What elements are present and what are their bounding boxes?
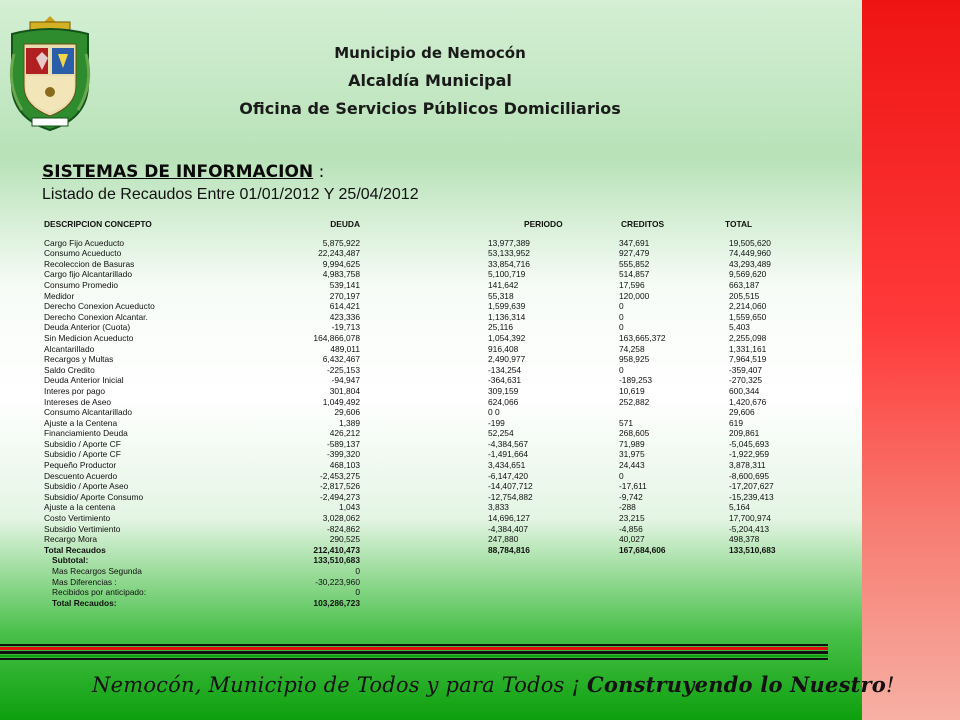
row-credits: 0: [619, 470, 624, 481]
summary-label: Mas Recargos Segunda: [52, 566, 142, 576]
row-total: 74,449,960: [729, 248, 771, 259]
row-period: 14,696,127: [488, 513, 530, 524]
row-concept: Derecho Conexion Alcantar.: [44, 311, 148, 322]
row-total: 498,378: [729, 534, 760, 545]
row-total: -5,204,413: [729, 523, 770, 534]
summary-label: Subtotal:: [52, 555, 89, 566]
row-credits: 927,479: [619, 248, 650, 259]
row-total: -1,922,959: [729, 449, 770, 460]
row-total: -15,239,413: [729, 491, 774, 502]
row-debt: 468,103: [329, 460, 360, 471]
section-heading: [42, 162, 324, 182]
row-period: -134,254: [488, 364, 522, 375]
row-credits: 268,605: [619, 428, 650, 439]
row-concept: Intereses de Aseo: [44, 396, 112, 407]
summary-value: 133,510,683: [313, 555, 360, 566]
row-concept: Subsidio / Aporte CF: [44, 438, 121, 449]
row-debt: 3,028,062: [322, 513, 360, 524]
row-total: -17,207,627: [729, 481, 774, 492]
row-debt: 301,804: [329, 385, 360, 396]
divider-red: [0, 647, 828, 650]
row-total: 619: [729, 417, 743, 428]
summary-value: 0: [355, 587, 360, 598]
row-period: 624,066: [488, 396, 519, 407]
row-total: 29,606: [729, 407, 755, 418]
row-debt: 1,389: [339, 417, 360, 428]
row-period: 5,100,719: [488, 269, 526, 280]
divider-mid: [0, 651, 828, 654]
row-concept: Recoleccion de Basuras: [44, 258, 135, 269]
row-period: -14,407,712: [488, 481, 533, 492]
summary-label: Mas Diferencias :: [52, 576, 117, 587]
row-concept: Saldo Credito: [44, 364, 95, 375]
report-subtitle: Listado de Recaudos Entre 01/01/2012 Y 25/04/2012: [42, 186, 419, 203]
row-concept: Cargo Fijo Acueducto: [44, 237, 125, 248]
row-debt: 1,043: [339, 502, 360, 513]
row-total: 3,878,311: [729, 460, 766, 471]
row-concept: Consumo Promedio: [44, 279, 119, 290]
row-total: 1,331,161: [729, 343, 767, 354]
row-credits: -9,742: [619, 491, 643, 502]
row-credits: 0: [619, 301, 624, 312]
row-concept: Derecho Conexion Acueducto: [44, 301, 155, 312]
row-concept: Cargo fijo Alcantarillado: [44, 269, 132, 280]
row-total: 1,559,650: [729, 311, 767, 322]
row-credits: 252,882: [619, 396, 650, 407]
row-total: -5,045,693: [729, 438, 770, 449]
row-credits: 10,619: [619, 385, 645, 396]
row-concept: Sin Medicion Acueducto: [44, 332, 134, 343]
row-credits: -288: [619, 502, 636, 513]
row-total: 19,505,620: [729, 237, 771, 248]
row-debt: 489,011: [330, 343, 360, 354]
row-period: 53,133,952: [488, 248, 530, 259]
row-debt: -225,153: [326, 364, 360, 375]
row-debt: 270,197: [329, 290, 360, 301]
row-period: 13,977,389: [488, 237, 530, 248]
row-concept: Subsidio/ Aporte Consumo: [44, 491, 144, 502]
row-concept: Medidor: [44, 290, 75, 301]
total-credits: 167,684,606: [619, 544, 666, 555]
divider-bottom: [0, 658, 828, 660]
row-debt: -399,320: [326, 449, 360, 460]
row-debt: 29,606: [334, 407, 360, 418]
summary-label: Recibidos por anticipado:: [52, 587, 147, 598]
row-debt: 22,243,487: [318, 248, 360, 259]
row-concept: Alcantarillado: [44, 343, 95, 354]
row-total: 17,700,974: [729, 513, 771, 524]
row-total: 209,861: [729, 428, 760, 439]
row-total: 663,187: [729, 279, 760, 290]
row-concept: Costo Vertimiento: [44, 513, 111, 524]
row-period: 25,116: [488, 322, 513, 333]
header-total: TOTAL: [725, 219, 753, 229]
row-debt: -94,947: [331, 375, 360, 386]
row-debt: -19,713: [331, 322, 360, 333]
row-debt: 9,994,625: [322, 258, 360, 269]
divider-green: [0, 655, 828, 657]
row-credits: 24,443: [619, 460, 645, 471]
row-concept: Subsidio / Aporte Aseo: [44, 481, 129, 492]
total-period: 88,784,816: [488, 544, 530, 555]
row-concept: Deuda Anterior Inicial: [44, 375, 124, 386]
row-period: 2,490,977: [488, 354, 526, 365]
summary-label: Total Recaudos:: [52, 597, 117, 608]
row-concept: Ajuste a la centena: [44, 502, 116, 513]
slogan-end: !: [885, 673, 895, 697]
row-total: 5,403: [729, 322, 750, 333]
row-period: 0 0: [488, 407, 500, 418]
row-credits: 0: [619, 322, 624, 333]
row-concept: Ajuste a la Centena: [44, 417, 118, 428]
row-credits: -189,253: [619, 375, 653, 386]
department-name: Oficina de Servicios Públicos Domiciliarios: [239, 99, 621, 118]
row-concept: Pequeño Productor: [44, 460, 117, 471]
total-total: 133,510,683: [729, 544, 776, 555]
municipal-office: Alcaldía Municipal: [348, 71, 512, 90]
row-credits: 40,027: [619, 534, 645, 545]
row-debt: 423,336: [329, 311, 360, 322]
slogan-emphasis: Construyendo lo Nuestro: [586, 672, 886, 697]
red-side-band: [862, 0, 960, 720]
summary-value: 0: [355, 566, 360, 576]
row-debt: -2,494,273: [319, 491, 360, 502]
row-period: 3,434,651: [488, 460, 526, 471]
row-concept: Consumo Acueducto: [44, 248, 122, 259]
row-credits: 571: [619, 417, 633, 428]
summary-value: 103,286,723: [313, 597, 360, 608]
row-total: -270,325: [729, 375, 763, 386]
summary-value: -30,223,960: [315, 576, 360, 587]
row-credits: 0: [619, 311, 624, 322]
municipal-crest-icon: [2, 14, 98, 134]
row-debt: 614,421: [329, 301, 360, 312]
row-period: 55,318: [488, 290, 514, 301]
row-credits: -4,856: [619, 523, 643, 534]
row-credits: 514,857: [619, 269, 650, 280]
row-concept: Financiamiento Deuda: [44, 428, 128, 439]
total-label: Total Recaudos: [44, 544, 106, 555]
row-concept: Recargos y Multas: [44, 354, 114, 365]
row-period: 1,599,639: [488, 301, 526, 312]
row-total: 600,344: [729, 385, 760, 396]
row-period: -6,147,420: [488, 470, 529, 481]
row-total: -359,407: [729, 364, 763, 375]
row-concept: Interes por pago: [44, 385, 105, 396]
row-credits: 0: [619, 364, 624, 375]
row-period: 141,642: [488, 279, 519, 290]
municipality-name: Municipio de Nemocón: [334, 44, 526, 62]
row-credits: 31,975: [619, 449, 645, 460]
row-concept: Recargo Mora: [44, 534, 98, 545]
row-credits: 71,989: [619, 438, 645, 449]
row-period: -364,631: [488, 375, 522, 386]
row-period: 247,880: [488, 534, 519, 545]
divider-top: [0, 644, 828, 646]
header-period: PERIODO: [524, 219, 563, 229]
row-period: -1,491,664: [488, 449, 529, 460]
section-colon: :: [313, 162, 325, 182]
row-credits: -17,611: [619, 481, 647, 492]
row-concept: Subsidio / Aporte CF: [44, 449, 121, 460]
slogan-part-1: Nemocón, Municipio de Todos y para Todos ¡: [92, 673, 587, 697]
header-concept: DESCRIPCION CONCEPTO: [44, 219, 152, 229]
row-total: 5,164: [729, 502, 750, 513]
row-debt: 539,141: [329, 279, 360, 290]
row-credits: 958,925: [619, 354, 650, 365]
row-credits: 23,215: [619, 513, 645, 524]
row-debt: -2,453,275: [319, 470, 360, 481]
row-total: 1,420,676: [729, 396, 767, 407]
row-total: 43,293,489: [729, 258, 771, 269]
row-concept: Descuento Acuerdo: [44, 470, 118, 481]
row-period: 33,854,716: [488, 258, 530, 269]
row-credits: 74,258: [619, 343, 645, 354]
row-period: -4,384,407: [488, 523, 529, 534]
row-total: -8,600,695: [729, 470, 770, 481]
header-debt: DEUDA: [330, 219, 360, 229]
row-concept: Subsidio Vertimiento: [44, 523, 121, 534]
row-debt: 164,866,078: [313, 332, 360, 343]
row-credits: 163,665,372: [619, 332, 666, 343]
row-period: 309,159: [488, 385, 519, 396]
row-period: 52,254: [488, 428, 514, 439]
row-debt: -824,862: [326, 523, 360, 534]
row-debt: 4,983,758: [322, 269, 360, 280]
row-credits: 120,000: [619, 290, 650, 301]
row-credits: 17,596: [619, 279, 645, 290]
organization-header: [100, 40, 760, 123]
row-debt: 426,212: [329, 428, 360, 439]
header-credits: CREDITOS: [621, 219, 665, 229]
row-debt: -589,137: [326, 438, 360, 449]
total-debt: 212,410,473: [313, 544, 360, 555]
row-period: 1,136,314: [488, 311, 526, 322]
row-debt: 1,049,492: [322, 396, 360, 407]
row-credits: 555,852: [619, 258, 650, 269]
row-period: 1,054,392: [488, 332, 526, 343]
row-period: -4,384,567: [488, 438, 529, 449]
row-total: 205,515: [729, 290, 760, 301]
row-total: 2,214,060: [729, 301, 767, 312]
row-period: -12,754,882: [488, 491, 533, 502]
row-period: 916,408: [488, 343, 519, 354]
row-total: 7,964,519: [729, 354, 767, 365]
row-credits: 347,691: [619, 237, 650, 248]
row-debt: 6,432,467: [322, 354, 360, 365]
section-title: SISTEMAS DE INFORMACION: [42, 162, 314, 182]
footer-slogan: [92, 672, 895, 697]
row-total: 9,569,620: [729, 269, 767, 280]
row-period: -199: [488, 417, 505, 428]
row-debt: -2,817,526: [319, 481, 360, 492]
row-concept: Consumo Alcantarillado: [44, 407, 132, 418]
row-debt: 5,875,922: [322, 237, 360, 248]
row-concept: Deuda Anterior (Cuota): [44, 322, 131, 333]
row-total: 2,255,098: [729, 332, 767, 343]
row-period: 3,833: [488, 502, 509, 513]
row-debt: 290,525: [329, 534, 360, 545]
